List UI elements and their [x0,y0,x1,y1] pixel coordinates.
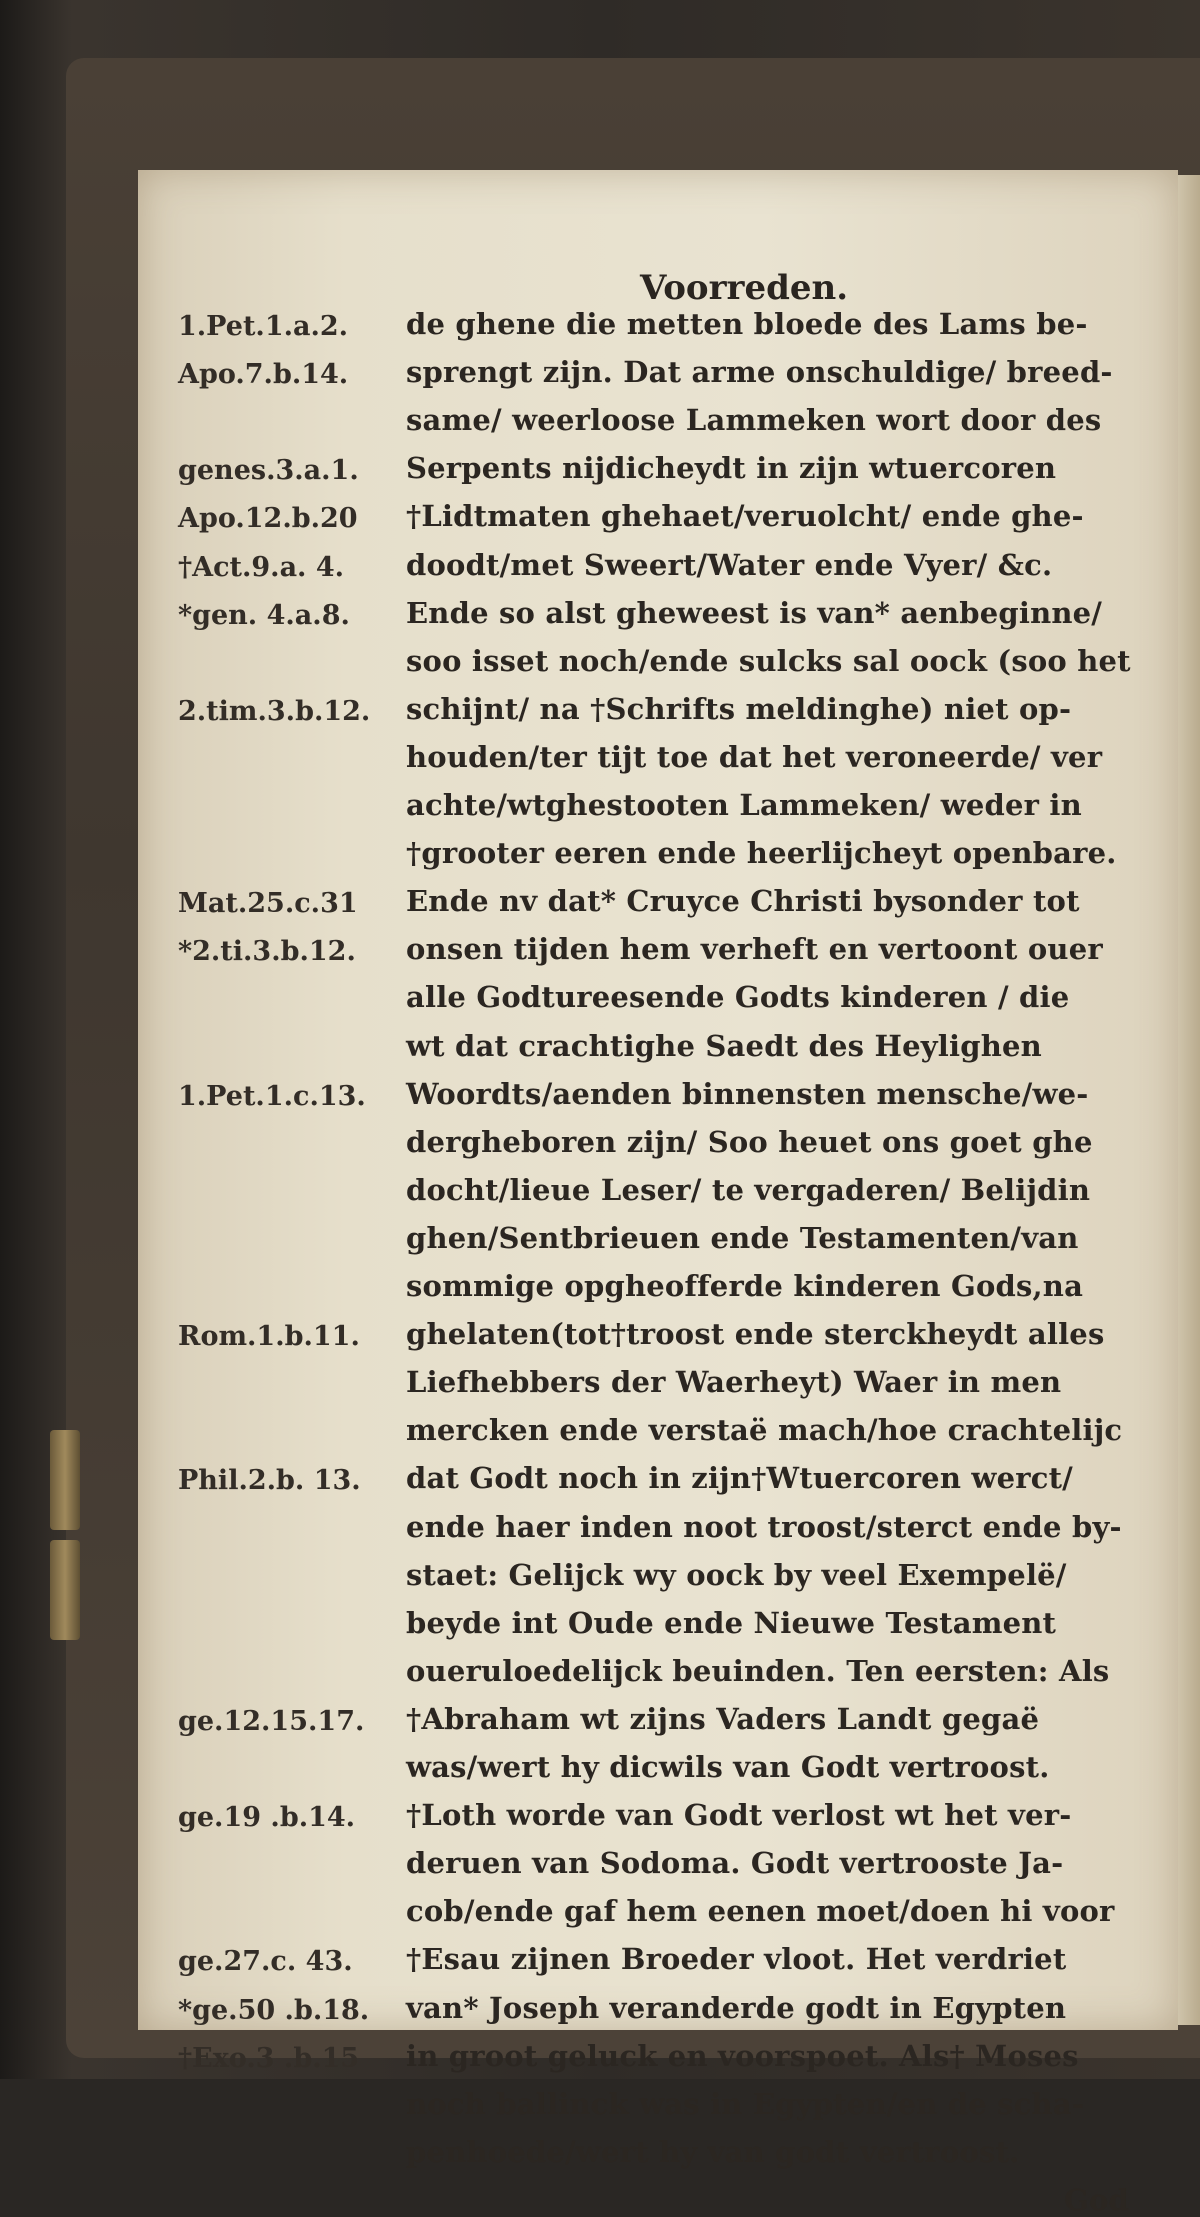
text-line: ende haer inden noot troost/sterct ende by- [406,1509,1122,1544]
text-line: noch ballinck was in Egypten/en de scha- [406,2086,1085,2121]
text-line: ghen/Sentbrieuen ende Testamenten/van [406,1220,1079,1255]
text-line: †Abraham wt zijns Vaders Landt gegaë [406,1701,1040,1736]
text-line: †Loth worde van Godt verlost wt het ver- [406,1798,1072,1833]
text-line: Liefhebbers der Waerheyt) Waer in men [406,1365,1062,1400]
text-line: wt dat crachtighe Saedt des Heylighen [406,1028,1042,1063]
text-line: dat Godt noch in zijn†Wtuercoren werct/ [406,1461,1073,1496]
text-line: dergheboren zijn/ Soo heuet ons goet ghe [406,1124,1093,1159]
text-line: docht/lieue Leser/ te vergaderen/ Belijdin [406,1172,1091,1207]
text-line: houden/ter tijt toe dat het veroneerde/ ver [406,739,1103,774]
margin-note: 2.tim.3.b.12. [178,695,371,727]
text-line: same/ weerloose Lammeken wort door des [406,403,1102,438]
text-line: staet: Gelijck wy oock by veel Exempelë/ [406,1557,1067,1592]
clasp-upper [50,1430,80,1530]
margin-note: ge.19 .b.14. [178,1802,356,1834]
margin-note: *2.ti.3.b.12. [178,936,356,968]
margin-note: genes.3.a.1. [178,455,359,487]
clasp-lower [50,1540,80,1640]
running-title: Voorreden. [640,268,849,308]
catchword: God [1064,2182,1129,2217]
margin-note: ge.12.15.17. [178,1705,365,1737]
page-edge [1178,175,1200,2025]
text-line: van* Joseph veranderde godt in Egypten [406,1990,1067,2025]
text-line: alle Godtureesende Godts kinderen / die [406,980,1070,1015]
text-line: penhoede/wert hy van godt vertroost. [406,2134,1020,2169]
margin-note: Rom.1.b.11. [178,1321,360,1353]
text-line: Serpents nijdicheydt in zijn wtuercoren [406,451,1057,486]
text-line: mercken ende verstaë mach/hoe crachtelijc [406,1413,1123,1448]
text-line: deruen van Sodoma. Godt vertrooste Ja- [406,1846,1064,1881]
text-line: was/wert hy dicwils van Godt vertroost. [406,1750,1050,1784]
text-line: doodt/met Sweert/Water ende Vyer/ &c. [406,547,1053,582]
text-line: oueruloedelijck beuinden. Ten eersten: Als [406,1653,1110,1688]
margin-note: 1.Pet.1.c.13. [178,1080,366,1112]
text-line: cob/ende gaf hem eenen moet/doen hi voor [406,1894,1115,1929]
text-line: †Lidtmaten ghehaet/veruolcht/ ende ghe- [406,499,1084,534]
text-line: achte/wtghestooten Lammeken/ weder in [406,788,1082,822]
text-line: sommige opgheofferde kinderen Gods,na [406,1269,1084,1303]
text-line: †grooter eeren ende heerlijcheyt openbare. [406,836,1117,871]
text-line: onsen tijden hem verheft en vertoont ouer [406,932,1103,967]
margin-note: Apo.7.b.14. [178,359,349,391]
margin-note: Phil.2.b. 13. [178,1465,361,1497]
text-line: soo isset noch/ende sulcks sal oock (soo het [406,643,1131,678]
text-line: in groot geluck en voorspoet. Als† Moses [406,2038,1079,2073]
margin-note: *gen. 4.a.8. [178,599,350,631]
margin-note: *ge.50 .b.18. [178,1994,370,2026]
margin-note: 1.Pet.1.a.2. [178,311,349,342]
text-line: †Esau zijnen Broeder vloot. Het verdriet [406,1942,1067,1977]
margin-note: †Exo.3 .b.15 [178,2042,360,2074]
text-line: Ende so alst gheweest is van* aenbeginne/ [406,595,1103,630]
text-line: beyde int Oude ende Nieuwe Testament [406,1605,1057,1640]
text-line: Ende nv dat* Cruyce Christi bysonder tot [406,884,1080,919]
text-line: sprengt zijn. Dat arme onschuldige/ breed- [406,355,1113,390]
text-line: de ghene die metten bloede des Lams be- [406,307,1088,341]
text-line: Woordts/aenden binnensten mensche/we- [406,1076,1089,1111]
text-line: schijnt/ na †Schrifts meldinghe) niet op- [406,691,1072,726]
margin-note: Mat.25.c.31 [178,888,358,920]
margin-note: ge.27.c. 43. [178,1946,353,1978]
margin-note: Apo.12.b.20 [178,503,358,535]
margin-note: †Act.9.a. 4. [178,551,345,583]
text-line: ghelaten(tot†troost ende sterckheydt alles [406,1317,1105,1352]
